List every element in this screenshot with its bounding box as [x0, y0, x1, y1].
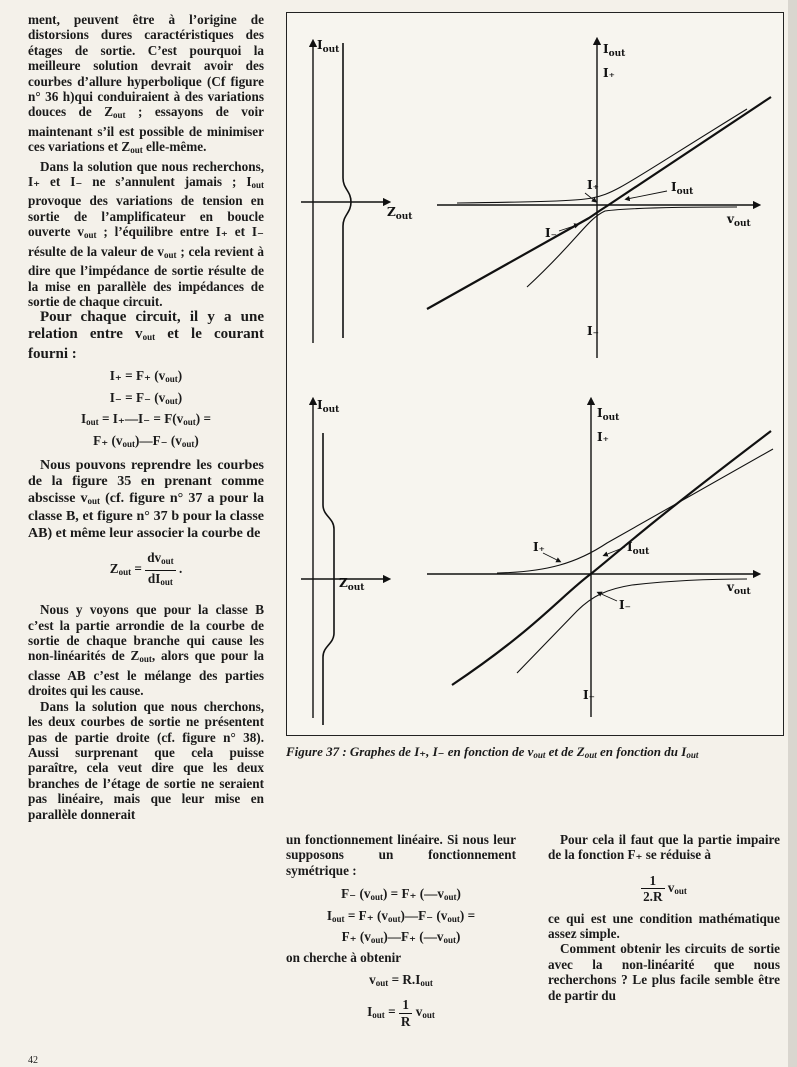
- column-right: [548, 832, 780, 1003]
- paragraph: ce qui est une condition mathématique assez simple.: [548, 910, 780, 942]
- paragraph: on cherche à obtenir: [286, 950, 402, 966]
- paragraph: Pour chaque circuit, il y a une relation entre $v_{out}$ et le courant fourni :: [28, 309, 264, 363]
- svg-text:I₋: I₋: [545, 226, 557, 240]
- graph-currents-class-ab: [427, 401, 773, 717]
- svg-text:I₊: I₊: [603, 66, 615, 80]
- svg-text:Zout: $Z_{out}$: [339, 576, 365, 593]
- paragraph: Nous y voyons que pour la classe B c’est la partie arrondie de la courbe de sortie de chaque branche qui cause les non-linéarités de $Z_{out}$, alors que pour la classe AB c’est le mélange des parties droites qui les cause.: [28, 602, 264, 699]
- svg-text:Iout: $I_{out}$: [627, 540, 650, 557]
- svg-text:I₋: I₋: [583, 688, 595, 702]
- svg-text:vout: $v_{out}$: [727, 212, 751, 229]
- svg-text:vout: $v_{out}$: [727, 580, 751, 597]
- svg-text:I₊: I₊: [533, 540, 545, 554]
- paragraph: ment, peuvent être à l’origine de distorsions dures caractéristiques des étages de sortie. C’est pourquoi la meilleure solution devrait avoir des courbes d’allure hyperbolique (Cf figure n° 36 h)qui conduiraient à des variations douces de $Z_{out}$ ; essayons de voir maintenant s’il est possible de minimiser ces variations et $Z_{out}$ elle-même.: [28, 12, 264, 156]
- paragraph: Nous pouvons reprendre les courbes de la figure 35 en prenant comme abscisse $v_{out}$ (cf. figure n° 37 a pour la classe B, et figure n° 37 b pour la classe AB) et même leur associer la courbe de: [28, 457, 265, 541]
- equation: I₊ = F₊ $(v_{out})$: [109, 368, 183, 385]
- paragraph: Pour cela il faut que la partie impaire de la fonction F₊ se réduise à: [548, 832, 780, 863]
- page-number: 42: [28, 1055, 38, 1066]
- equation: $I_{out}$ = $\frac{1}{R}$ $v_{out}$: [367, 997, 435, 1029]
- graph-currents-class-b: [427, 41, 771, 358]
- equation: F₊ $(v_{out})—F_+$ $(—v_{out})$: [341, 929, 461, 946]
- figure-graphs: [287, 13, 783, 735]
- equation: $\frac{1}{2.R}$ $v_{out}$: [643, 872, 687, 905]
- paragraph: Dans la solution que nous recherchons, I₊ et I₋ ne s’annulent jamais ; $I_{out}$ provoque des variations de tension en sortie de l’amplificateur en boucle ouverte $v_{out}$ ; l’équilibre entre I₊ et I₋ résulte de la valeur de $v_{out}$ ; cela revient à dire que l’impédance de sortie résulte de la mise en parallèle des impédances de sortie de chaque circuit.: [28, 158, 264, 309]
- svg-text:Iout: $I_{out}$: [603, 42, 626, 59]
- svg-text:Iout: $I_{out}$: [317, 398, 340, 415]
- equation: F₊ $(v_{out})—F_-$ $(v_{out})$: [93, 432, 199, 449]
- svg-text:Iout: $I_{out}$: [317, 38, 340, 55]
- page-edge: [788, 0, 797, 1067]
- graph-zout-class-ab: [301, 398, 387, 725]
- svg-text:I₊: I₊: [587, 178, 599, 192]
- equation: I₋ = F₋ $(v_{out})$: [109, 389, 183, 406]
- column-left: [28, 12, 264, 822]
- figure-37: [286, 12, 784, 736]
- paragraph: Dans la solution que nous cherchons, les deux courbes de sortie ne présentent pas de partie droite (cf. figure n° 38). Aussi surprenant que cela puisse paraître, cela veut dire que les deux branches de l’étage de sortie ne seraient pas linéaire, mais que leur mise en parallèle donnerait: [28, 698, 264, 822]
- graph-zout-class-b: [301, 38, 413, 343]
- svg-text:Iout: $I_{out}$: [671, 180, 694, 197]
- paragraph: un fonctionnement linéaire. Si nous leur supposons un fonctionnement symétrique :: [286, 832, 516, 878]
- svg-text:Zout: $Z_{out}$: [387, 205, 413, 222]
- svg-text:Iout: $I_{out}$: [597, 406, 620, 423]
- paragraph: Comment obtenir les circuits de sortie avec la non-linéarité que nous recherchons ? Le plus facile semble être de partir du: [548, 941, 780, 1003]
- equation-zout: $Z_{out}$ = $\frac{dv_{out}}{dI_{out}}$ .: [109, 550, 183, 587]
- svg-text:I₊: I₊: [597, 430, 609, 444]
- column-middle: [286, 832, 516, 1031]
- equation: $v_{out} = R.I_{out}$: [369, 971, 433, 988]
- equation: $I_{out}$ = I₊—I₋ = $F(v_{out})$ =: [80, 411, 211, 428]
- svg-text:I₋: I₋: [619, 598, 631, 612]
- svg-text:I₋: I₋: [587, 324, 599, 338]
- equation: $I_{out} = F_+$ $(v_{out})—F_-$ $(v_{out})$ =: [326, 907, 476, 924]
- equation: F₋ $(v_{out}) = F_+$ $(—v_{out})$: [341, 886, 461, 903]
- figure-caption: Figure 37 : Graphes de I₊, I₋ en fonction de $v_{out}$ et de $Z_{out}$ en fonction du $I_{out}$: [286, 744, 699, 760]
